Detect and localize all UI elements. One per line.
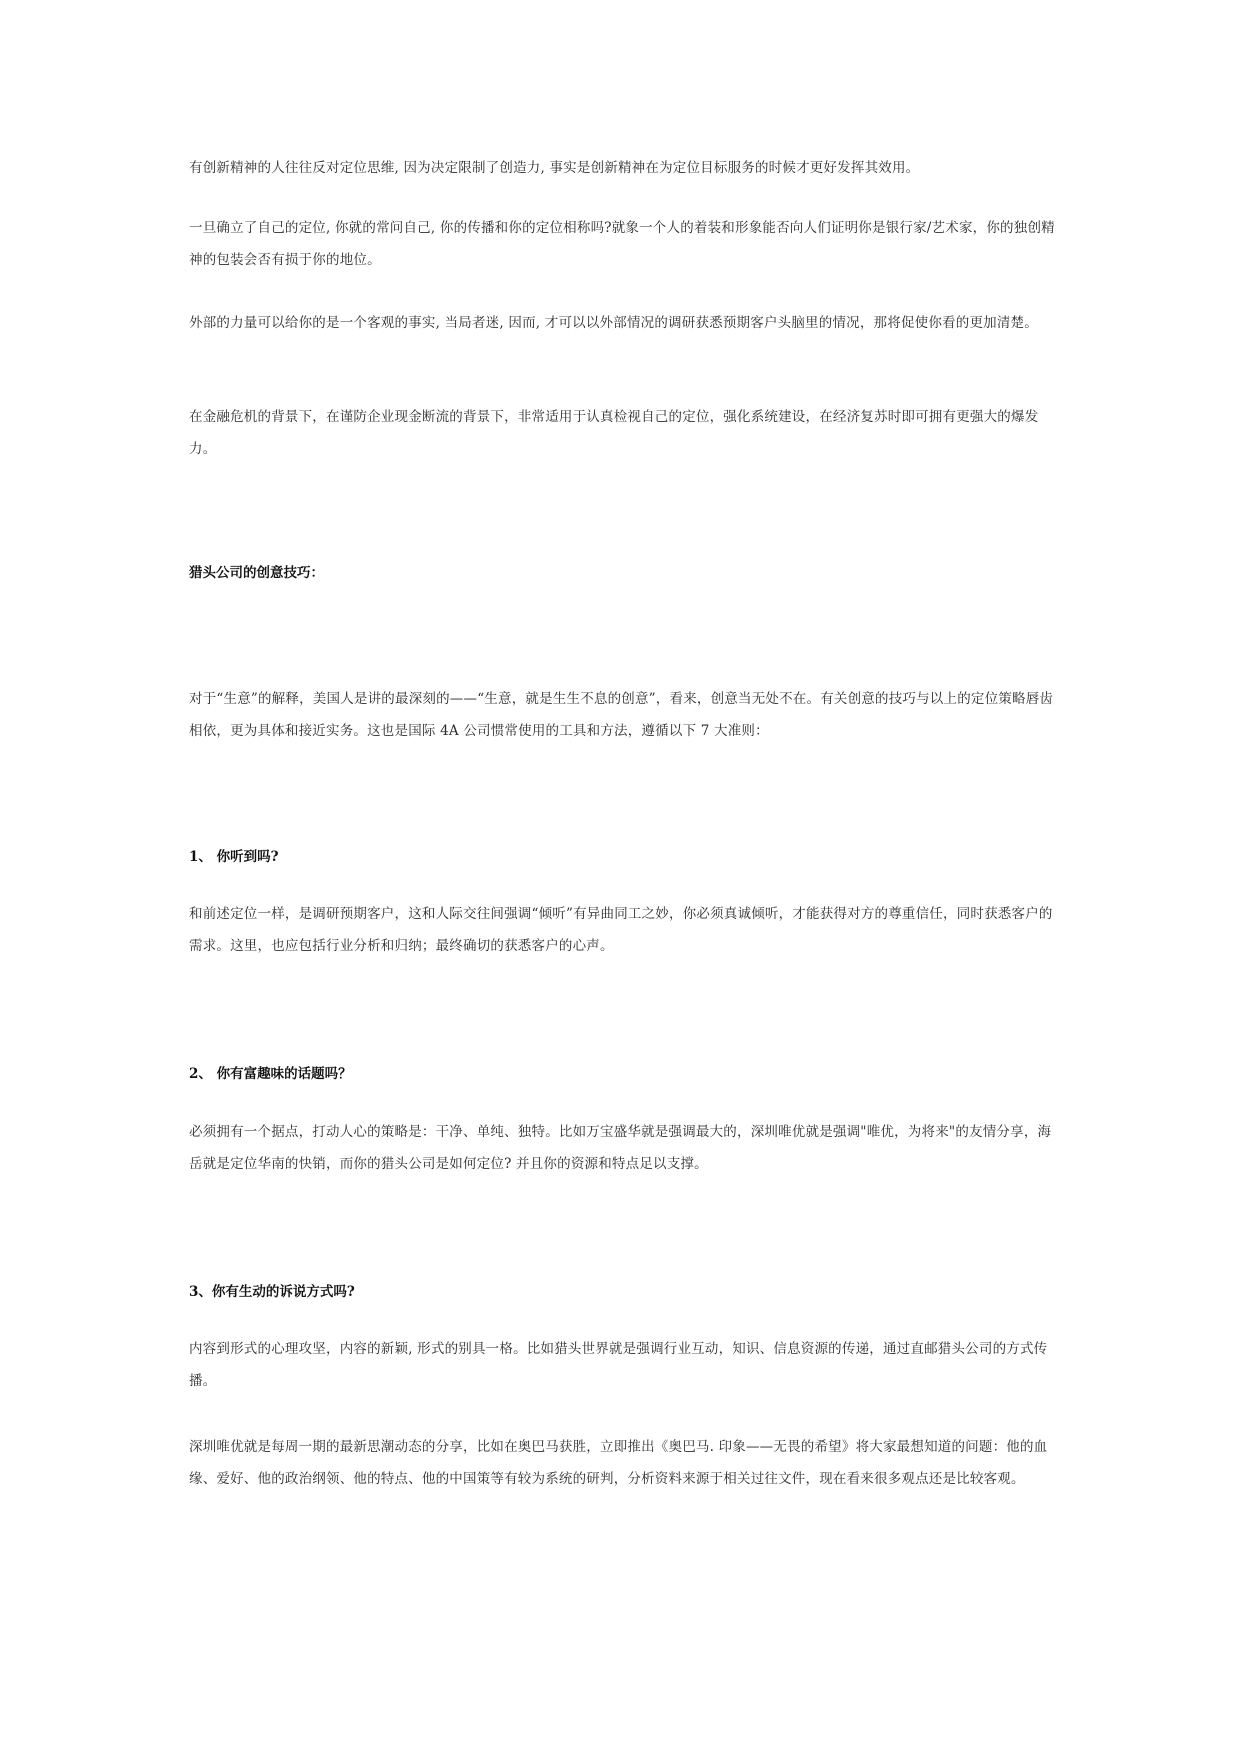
paragraph-rule-2: 必须拥有一个据点，打动人心的策略是：干净、单纯、独特。比如万宝盛华就是强调最大的，深圳唯优就是强调"唯优，为将来"的友情分享，海岳就是定位华南的快销，而你的猎头公司是如何定位? 并且你的资源和特点足以支撑。 bbox=[189, 1124, 1052, 1172]
paragraph-ask-yourself: 一旦确立了自己的定位, 你就的常问自己, 你的传播和你的定位相称吗?就象一个人的着装和形象能否向人们证明你是银行家/艺术家，你的独创精神的包装会否有损于你的地位。 bbox=[189, 220, 1055, 268]
paragraph-rule-3: 内容到形式的心理攻坚，内容的新颖, 形式的别具一格。比如猎头世界就是强调行业互动，知识、信息资源的传递，通过直邮猎头公司的方式传播。 bbox=[189, 1341, 1048, 1389]
rule-heading-1: 1、 你听到吗? bbox=[189, 849, 279, 865]
paragraph-rule-1: 和前述定位一样，是调研预期客户，这和人际交往间强调“倾听”有异曲同工之妙，你必须真诚倾听，才能获得对方的尊重信任，同时获悉客户的需求。这里，也应包括行业分析和归纳；最终确切的获悉客户的心声。 bbox=[189, 906, 1053, 954]
section-heading-creative-skills: 猎头公司的创意技巧： bbox=[189, 565, 324, 581]
rule-heading-3: 3、你有生动的诉说方式吗? bbox=[189, 1284, 355, 1300]
paragraph-financial-crisis: 在金融危机的背景下，在谨防企业现金断流的背景下，非常适用于认真检视自己的定位，强化系统建设，在经济复苏时即可拥有更强大的爆发力。 bbox=[189, 409, 1039, 457]
paragraph-external-force: 外部的力量可以给你的是一个客观的事实, 当局者迷, 因而, 才可以以外部情况的调研获悉预期客户头脑里的情况，那将促使你看的更加清楚。 bbox=[189, 315, 1038, 331]
paragraph-creativity-vs-positioning: 有创新精神的人往往反对定位思维, 因为决定限制了创造力, 事实是创新精神在为定位目标服务的时候才更好发挥其效用。 bbox=[189, 160, 920, 176]
paragraph-business-meaning: 对于“生意”的解释，美国人是讲的最深刻的——“生意，就是生生不息的创意”，看来，创意当无处不在。有关创意的技巧与以上的定位策略唇齿相依，更为具体和接近实务。这也是国际 4A 公司惯常使用的工具和方法，遵循以下 7 大准则： bbox=[189, 691, 1054, 739]
paragraph-weiyou-example: 深圳唯优就是每周一期的最新思潮动态的分享，比如在奥巴马获胜，立即推出《奥巴马. 印象——无畏的希望》将大家最想知道的问题：他的血缘、爱好、他的政治纲领、他的特点、他的中国策等有较为系统的研判，分析资料来源于相关过往文件，现在看来很多观点还是比较客观。 bbox=[189, 1439, 1048, 1487]
rule-heading-2: 2、 你有富趣味的话题吗？ bbox=[189, 1066, 352, 1082]
